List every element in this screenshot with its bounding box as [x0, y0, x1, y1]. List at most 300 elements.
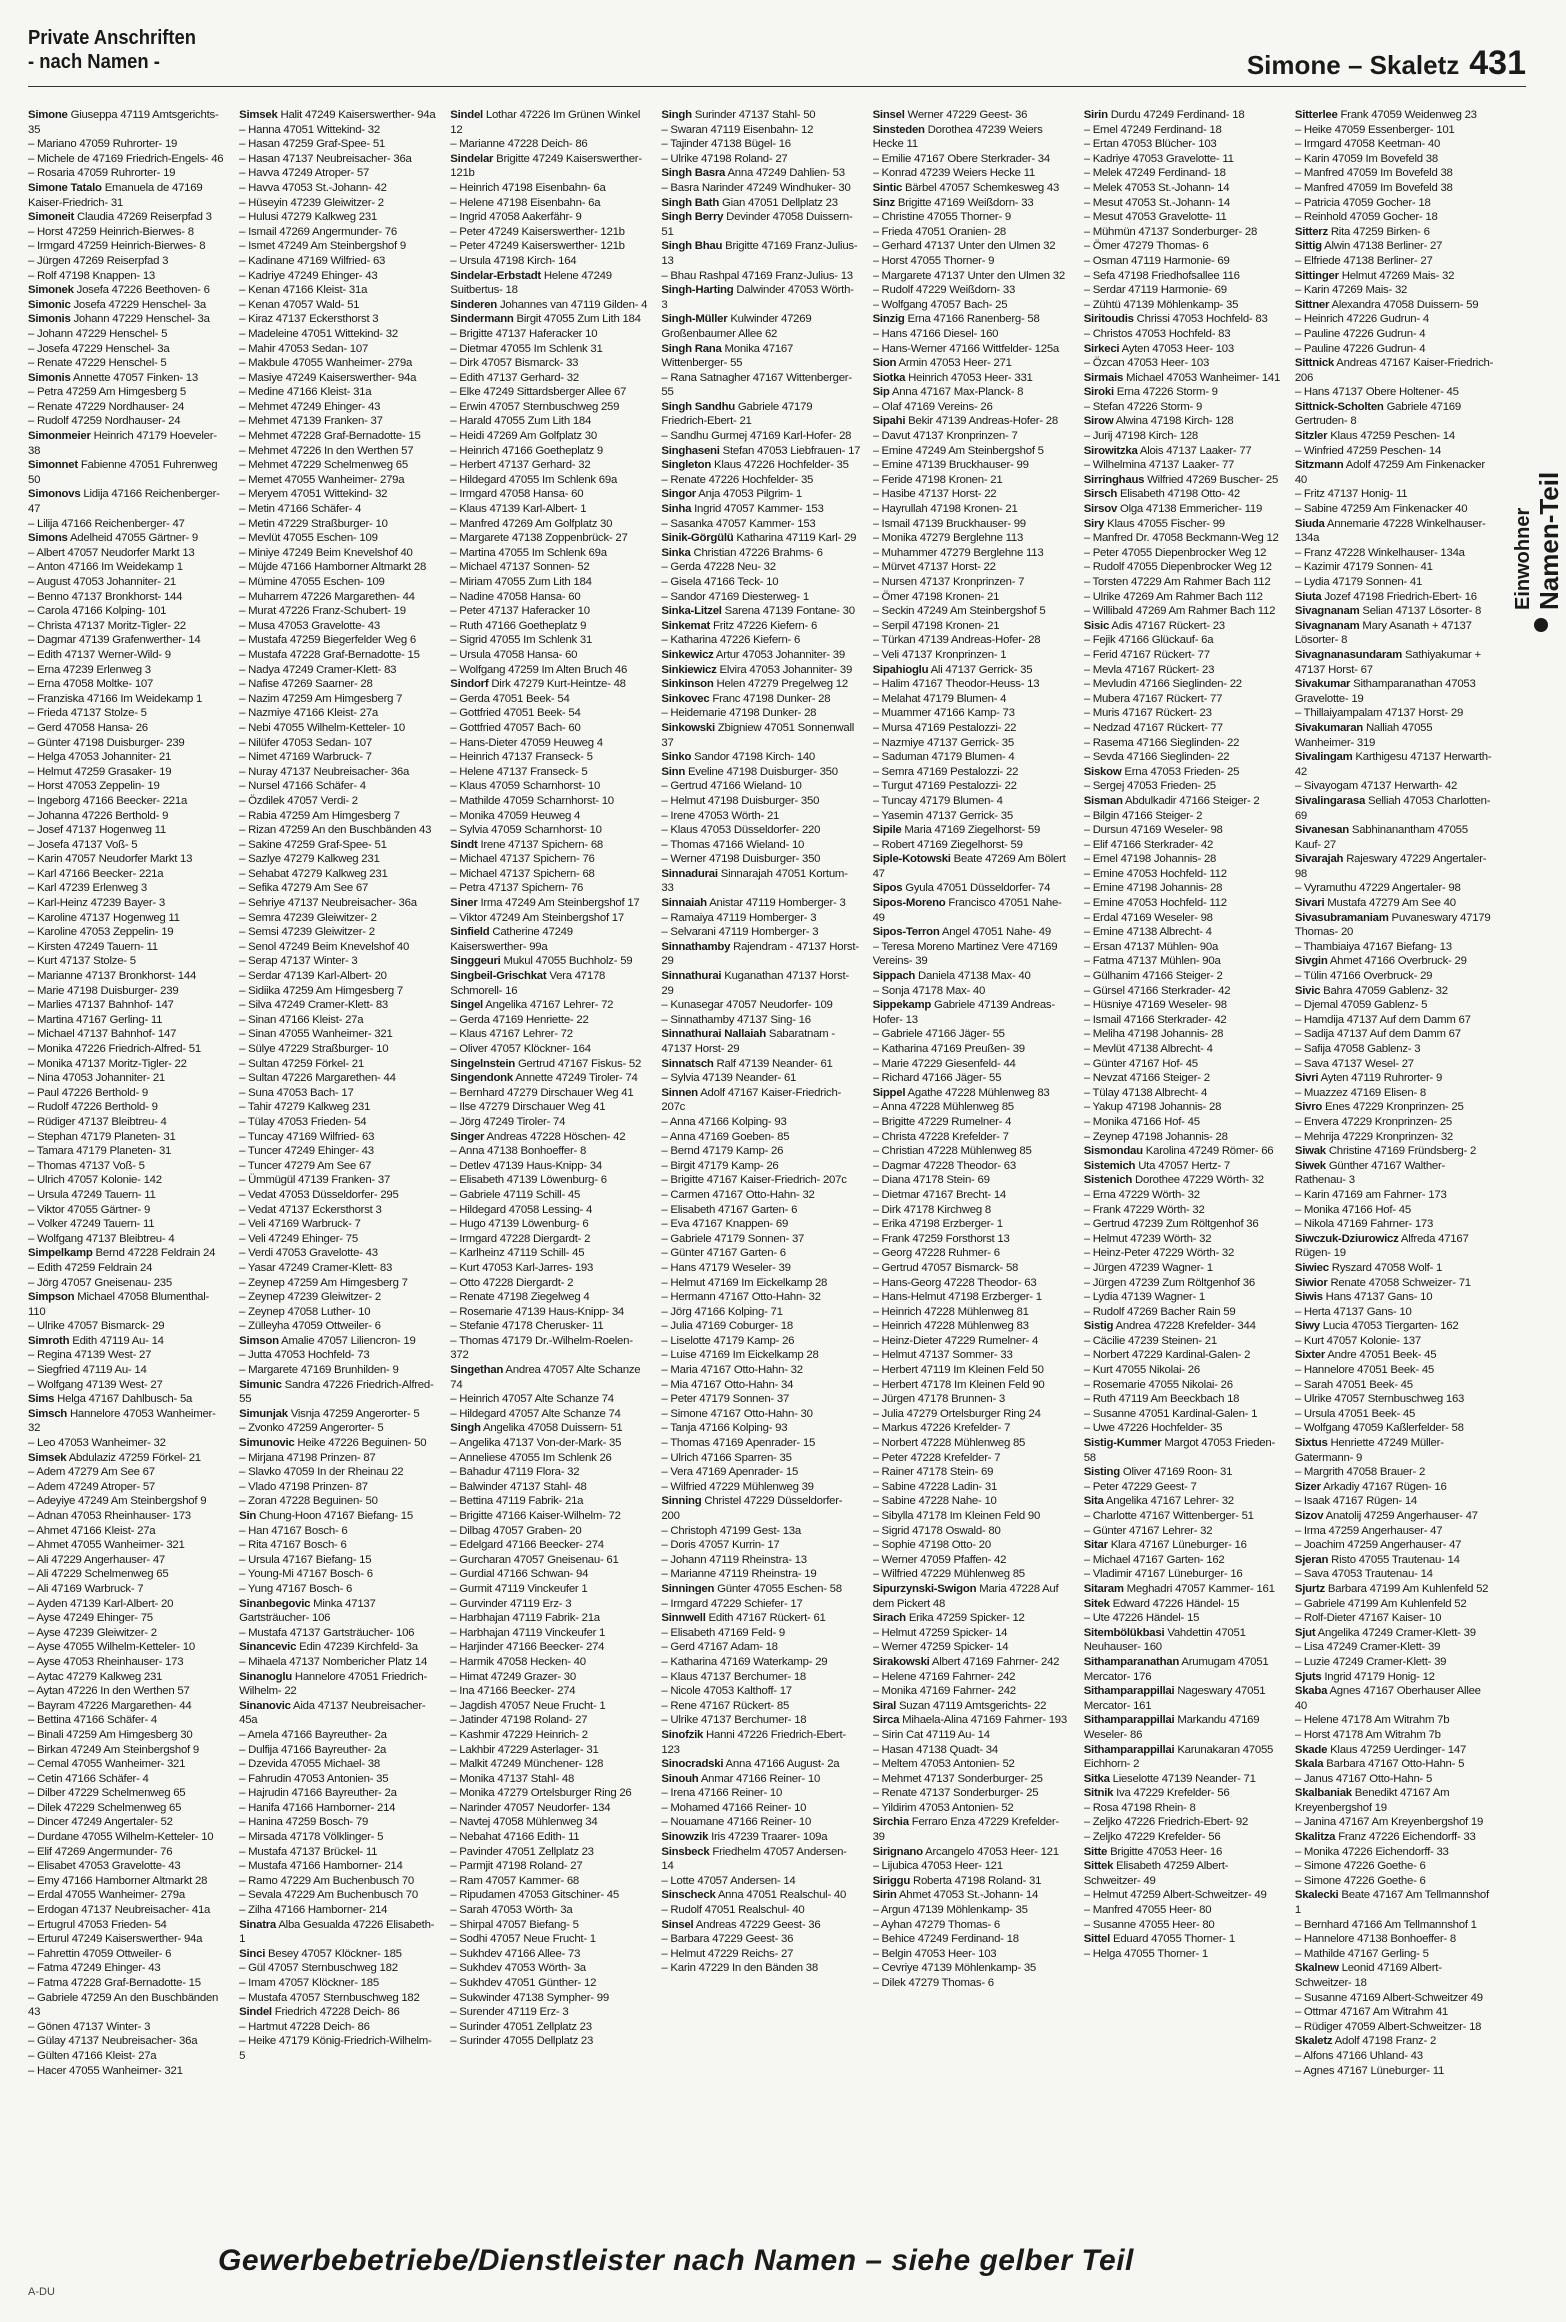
entry-details: – Özdilek 47057 Verdi- 2 [239, 794, 358, 807]
entry-details: – Pauline 47226 Gudrun- 4 [1294, 327, 1426, 340]
listing-entry [1295, 1918, 1494, 1933]
entry-details: – Nazmiye 47137 Gerrick- 35 [872, 736, 1014, 749]
listing-entry [450, 648, 649, 663]
surname: Sindel [239, 2006, 272, 2019]
entry-details: – Ayhan 47279 Thomas- 6 [872, 1918, 1001, 1931]
entry-details: – Gottfried 47057 Bach- 60 [450, 721, 581, 734]
entry-details: – Muris 47167 Rückert- 23 [1083, 707, 1212, 720]
listing-entry [873, 1699, 1072, 1714]
surname: Simonnet [28, 459, 78, 472]
surname: Sizer [1294, 1480, 1321, 1493]
entry-details: – Petra 47137 Spichern- 76 [450, 882, 584, 895]
entry-details: – Brigitte 47167 Kaiser-Friedrich- 207c [661, 1174, 847, 1187]
listing-entry [1295, 1815, 1494, 1830]
surname: Singh-Müller [661, 313, 728, 326]
surname: Sisman [1083, 794, 1123, 807]
entry-details: – Susanne 47051 Kardinal-Galen- 1 [1083, 1407, 1258, 1420]
entry-details: – Klaus 47139 Karl-Albert- 1 [450, 503, 587, 516]
bullet-icon [1534, 618, 1548, 632]
entry-details: – Emine 47053 Hochfeld- 112 [1083, 897, 1227, 910]
listing-entry [873, 765, 1072, 780]
entry-details: – Christos 47053 Hochfeld- 83 [1083, 327, 1231, 340]
entry-details: – Hans 47166 Diesel- 160 [872, 327, 999, 340]
listing-entry [873, 1363, 1072, 1378]
entry-details: – Christoph 47199 Gest- 13a [661, 1524, 801, 1537]
entry-details: – Mustafa 47137 Brückel- 11 [239, 1845, 378, 1858]
entry-details: – Harbhajan 47119 Vinckeufer 1 [450, 1626, 606, 1639]
entry-details: – Argun 47139 Möhlenkamp- 35 [872, 1904, 1028, 1917]
entry-details: – Mustafa 47166 Hamborner- 214 [239, 1860, 403, 1873]
listing-entry [661, 1728, 860, 1757]
entry-details: – Ahmet 47166 Kleist- 27a [28, 1524, 156, 1537]
entry-details: Helga 47167 Dahlbusch- 5a [57, 1393, 193, 1406]
entry-details: – Monika 47169 Fahrner- 242 [872, 1685, 1016, 1698]
listing-entry [450, 1991, 649, 2006]
entry-details: – Lisa 47249 Cramer-Klett- 39 [1294, 1641, 1441, 1654]
listing-entry [450, 1772, 649, 1787]
surname: Sistenich [1083, 1174, 1133, 1187]
entry-details: Agnes 47167 Oberhauser Allee 40 [1294, 1685, 1481, 1712]
entry-details: – Rainer 47178 Stein- 69 [872, 1466, 994, 1479]
entry-details: – Sinnathamby 47137 Sing- 16 [661, 1013, 811, 1026]
listing-entry [1084, 1815, 1283, 1830]
listing-entry [239, 1246, 438, 1261]
listing-entry [450, 1567, 649, 1582]
listing-entry [661, 1232, 860, 1247]
entry-details: – Heinrich 47228 Mühlenweg 83 [872, 1320, 1029, 1333]
listing-entry [873, 1932, 1072, 1947]
listing-entry [661, 925, 860, 940]
surname: Sirow [1083, 415, 1114, 428]
surname: Sivakumaran [1294, 721, 1364, 734]
entry-details: Ali 47137 Gerrick- 35 [930, 663, 1033, 676]
section-title-line2: - nach Namen - [28, 51, 160, 73]
entry-details: – Birkan 47249 Am Steinbergshof 9 [28, 1743, 199, 1756]
entry-details: – Helmut 47169 Im Eickelkamp 28 [661, 1276, 828, 1289]
entry-details: Sabhinanantham 47055 Kauf- 27 [1294, 824, 1468, 851]
surname: Sinnen [661, 1086, 698, 1099]
entry-details: – Ilse 47279 Dirschauer Weg 41 [450, 1101, 606, 1114]
surname: Sitaram [1083, 1582, 1124, 1595]
entry-details: Abdulkadir 47166 Steiger- 2 [1125, 794, 1260, 807]
entry-details: – Reinhold 47059 Gocher- 18 [1294, 211, 1438, 224]
entry-details: – Nafise 47269 Saarner- 28 [239, 678, 373, 691]
entry-details: – Klaus 47059 Scharnhorst- 10 [450, 780, 601, 793]
listing-entry [450, 575, 649, 590]
entry-details: – Elif 47166 Sterkrader- 42 [1083, 838, 1214, 851]
listing-entry [661, 1057, 860, 1072]
entry-details: – Kiraz 47137 Eckersthorst 3 [239, 313, 379, 326]
entry-details: – Albert 47057 Neudorfer Markt 13 [28, 546, 195, 559]
listing-entry [450, 1713, 649, 1728]
listing-entry [873, 1071, 1072, 1086]
surname: Sivanesan [1294, 824, 1349, 837]
listing-entry [1084, 1173, 1283, 1188]
entry-details: Devinder 47058 Duissern- 51 [661, 211, 853, 238]
entry-details: Christine 47169 Fründsberg- 2 [1328, 1145, 1477, 1158]
listing-entry [239, 1509, 438, 1524]
entry-details: – Franz 47228 Winkelhauser- 134a [1294, 546, 1465, 559]
listing-entry [873, 487, 1072, 502]
entry-details: Helen 47279 Pregelweg 12 [716, 678, 848, 691]
entry-details: – Alfons 47166 Uhland- 43 [1294, 2049, 1423, 2062]
listing-entry [28, 867, 227, 882]
entry-details: – Thomas 47179 Dr.-Wilhelm-Roelen- 372 [450, 1334, 633, 1362]
listing-entry [1084, 517, 1283, 532]
listing-entry [661, 706, 860, 721]
listing-entry [28, 517, 227, 532]
entry-details: – Sazlye 47279 Kalkweg 231 [239, 853, 380, 866]
footer-code: A-DU [28, 2286, 55, 2298]
entry-details: – Jürgen 47269 Reiserpfad 3 [28, 254, 169, 267]
listing-entry [450, 1115, 649, 1130]
listing-entry [1295, 1830, 1494, 1845]
listing-entry [1295, 2034, 1494, 2049]
surname: Sippekamp [872, 999, 932, 1012]
entry-details: – Sukwinder 47138 Sympher- 99 [450, 1991, 609, 2004]
listing-entry [239, 210, 438, 225]
entry-details: – Kunasegar 47057 Neudorfer- 109 [661, 999, 833, 1012]
entry-details: – Renate 47198 Ziegelweg 4 [450, 1291, 590, 1304]
entry-details: – Michael 47167 Garten- 162 [1083, 1553, 1225, 1566]
surname: Siritoudis [1083, 313, 1134, 326]
entry-details: – Franziska 47166 Im Weidekamp 1 [28, 692, 203, 705]
entry-details: – Rudolf 47269 Bacher Rain 59 [1083, 1305, 1236, 1318]
listing-entry [1295, 269, 1494, 284]
listing-entry [873, 1407, 1072, 1422]
entry-details: – Halim 47167 Theodor-Heuss- 13 [872, 678, 1040, 691]
surname: Simoneit [28, 211, 75, 224]
listing-entry [873, 633, 1072, 648]
surname: Sinkemat [661, 619, 711, 632]
listing-entry [1084, 269, 1283, 284]
entry-details: – Fahrudin 47053 Antonien- 35 [239, 1772, 389, 1785]
entry-details: – Ursula 47249 Tauern- 11 [28, 1188, 156, 1201]
listing-entry [450, 1013, 649, 1028]
listing-entry [873, 1188, 1072, 1203]
listing-entry [239, 692, 438, 707]
listing-entry [1084, 414, 1283, 429]
listing-entry [661, 677, 860, 692]
listing-entry [239, 1348, 438, 1363]
listing-entry [1084, 1888, 1283, 1903]
listing-entry [661, 1217, 860, 1232]
listing-entry [239, 1144, 438, 1159]
listing-entry [661, 1392, 860, 1407]
entry-details: – Ursula 47058 Hansa- 60 [450, 648, 578, 661]
entry-details: – Envera 47229 Kronprinzen- 25 [1294, 1115, 1452, 1128]
listing-entry [1084, 823, 1283, 838]
listing-entry [661, 137, 860, 152]
entry-details: – Johanna 47226 Berthold- 9 [28, 809, 169, 822]
listing-entry [1084, 1494, 1283, 1509]
entry-details: – Marie 47198 Duisburger- 239 [28, 984, 179, 997]
entry-details: – Dulfija 47166 Bayreuther- 2a [239, 1743, 387, 1756]
entry-details: – Heinrich 47166 Goetheplatz 9 [450, 444, 603, 457]
entry-details: – Zilha 47166 Hamborner- 214 [239, 1904, 388, 1917]
listing-entry [239, 984, 438, 999]
entry-details: – Helmut 47259 Grasaker- 19 [28, 765, 172, 778]
listing-entry [450, 633, 649, 648]
entry-details: Helmut 47269 Mais- 32 [1341, 269, 1455, 282]
listing-entry [450, 1421, 649, 1436]
listing-entry [450, 239, 649, 254]
listing-entry [28, 342, 227, 357]
entry-details: – Nadya 47249 Cramer-Klett- 83 [239, 663, 397, 676]
listing-entry [873, 1888, 1072, 1903]
entry-details: Agathe 47228 Mühlenweg 83 [907, 1086, 1050, 1099]
surname: Sittel [1083, 1933, 1111, 1946]
entry-details: – Sabine 47259 Am Finkenacker 40 [1294, 503, 1468, 516]
entry-details: – Serdar 47139 Karl-Albert- 20 [239, 970, 387, 983]
entry-details: – Agnes 47167 Lüneburger- 11 [1294, 2064, 1445, 2077]
entry-details: – Mihaela 47137 Nombericher Platz 14 [239, 1655, 428, 1668]
side-tab-line1: Einwohner [1512, 507, 1534, 610]
entry-details: Armin 47053 Heer- 271 [898, 357, 1012, 370]
listing-entry [661, 517, 860, 532]
listing-entry [28, 283, 227, 298]
listing-entry [873, 254, 1072, 269]
entry-details: – Ramaiya 47119 Homberger- 3 [661, 911, 817, 924]
entry-details: – Joachim 47259 Angerhauser- 47 [1294, 1539, 1462, 1552]
surname: Sinning [661, 1495, 702, 1508]
entry-details: Sinnarajah 47051 Kortum- 33 [661, 867, 848, 895]
entry-details: – Dilbag 47057 Graben- 20 [450, 1524, 582, 1537]
entry-details: – Janina 47167 Am Kreyenbergshof 19 [1294, 1816, 1484, 1829]
listing-entry [1295, 385, 1494, 400]
listing-entry [450, 1626, 649, 1641]
entry-details: Gabriele 47179 Friedrich-Ebert- 21 [661, 400, 813, 428]
listing-entry [239, 1582, 438, 1597]
entry-details: – Balwinder 47137 Stahl- 48 [450, 1480, 587, 1493]
listing-entry [661, 1874, 860, 1889]
surname: Siwy [1294, 1320, 1320, 1333]
surname: Sivalingam [1294, 751, 1353, 764]
listing-entry [28, 137, 227, 152]
entry-details: – Bhau Rashpal 47169 Franz-Julius- 13 [661, 269, 853, 282]
listing-entry [450, 400, 649, 415]
entry-details: – Feride 47198 Kronen- 21 [872, 473, 1003, 486]
listing-entry [661, 838, 860, 853]
listing-entry [1295, 1232, 1494, 1261]
entry-details: Chung-Hoon 47167 Biefang- 15 [259, 1510, 413, 1522]
surname: Sirringhaus [1083, 473, 1145, 486]
listing-entry [1295, 1071, 1494, 1086]
listing-entry [28, 414, 227, 429]
surname: Sivasubramaniam [1294, 911, 1389, 924]
entry-details: – Davut 47137 Kronprinzen- 7 [872, 430, 1018, 443]
listing-entry [1084, 1597, 1283, 1612]
entry-details: – Djemal 47059 Gablenz- 5 [1294, 999, 1428, 1012]
surname: Siotka [872, 371, 906, 384]
entry-details: – Heidemarie 47198 Dunker- 28 [661, 707, 817, 720]
listing-entry [450, 444, 649, 459]
surname: Sinnathamby [661, 940, 731, 953]
entry-details: – Tülay 47138 Albrecht- 4 [1083, 1086, 1208, 1099]
surname: Sipos-Moreno [872, 897, 946, 910]
entry-details: Josefa 47229 Henschel- 3a [73, 298, 206, 311]
entry-details: – Ingrid 47058 Aakerfähr- 9 [450, 211, 582, 224]
entry-details: – Frieda 47137 Stolze- 5 [28, 707, 147, 720]
surname: Simonmeier [28, 430, 91, 443]
listing-entry [1295, 1261, 1494, 1276]
entry-details: Franc 47198 Dunker- 28 [712, 692, 831, 705]
listing-entry [661, 181, 860, 196]
listing-entry [239, 823, 438, 838]
listing-entry [28, 1655, 227, 1670]
entry-details: Anna 47166 August- 2a [725, 1758, 840, 1771]
listing-entry [661, 1567, 860, 1582]
surname: Skade [1294, 1743, 1328, 1756]
entry-details: Zbigniew 47051 Sonnenwall 37 [661, 721, 855, 749]
listing-entry [450, 1071, 649, 1086]
entry-details: – Manfred 47059 Im Bovefeld 38 [1294, 167, 1453, 180]
listing-entry [1295, 1130, 1494, 1145]
listing-entry [661, 1597, 860, 1612]
listing-entry [28, 210, 227, 225]
listing-entry [28, 1670, 227, 1685]
listing-entry [1084, 283, 1283, 298]
entry-details: – Herbert 47119 Im Kleinen Feld 50 [872, 1364, 1044, 1377]
listing-entry [873, 458, 1072, 473]
entry-details: – Tuncer 47279 Am See 67 [239, 1159, 372, 1172]
entry-details: – Narinder 47057 Neudorfer- 134 [450, 1801, 611, 1814]
entry-details: – Bayram 47226 Margarethen- 44 [28, 1699, 192, 1712]
listing-entry [450, 1261, 649, 1276]
listing-entry [1295, 2005, 1494, 2020]
entry-details: Andreas 47229 Geest- 36 [695, 1918, 821, 1931]
entry-details: – Pavinder 47051 Zellplatz 23 [450, 1845, 594, 1858]
listing-entry [1084, 1348, 1283, 1363]
entry-details: – Michael 47137 Spichern- 76 [450, 853, 595, 866]
entry-details: – Frank 47259 Forsthorst 13 [872, 1232, 1010, 1245]
entry-details: – Monika 47166 Hof- 45 [1083, 1115, 1200, 1128]
entry-details: – Gertrud 47166 Wieland- 10 [661, 780, 802, 793]
entry-details: – Susanne 47169 Albert-Schweitzer 49 [1294, 1991, 1483, 2004]
entry-details: – Renate 47229 Henschel- 5 [28, 357, 167, 370]
listing-entry [450, 998, 649, 1013]
entry-details: – Nicole 47053 Kalthoff- 17 [661, 1685, 792, 1698]
listing-entry [450, 473, 649, 488]
listing-entry [239, 1188, 438, 1203]
listing-entry [28, 152, 227, 167]
listing-entry [1084, 371, 1283, 386]
entry-details: – Mesut 47053 Gravelotte- 11 [1083, 211, 1227, 224]
surname: Sivarajah [1294, 853, 1344, 866]
entry-details: – Dilek 47279 Thomas- 6 [872, 1977, 994, 1989]
entry-details: – Otto 47228 Diergardt- 2 [450, 1276, 574, 1289]
listing-entry [450, 1874, 649, 1889]
entry-details: – Konrad 47239 Weiers Hecke 11 [872, 167, 1035, 180]
entry-details: – Nebi 47055 Wilhelm-Ketteler- 10 [239, 721, 405, 734]
listing-entry [450, 604, 649, 619]
listing-entry [450, 881, 649, 896]
entry-details: – Emine 47138 Albrecht- 4 [1083, 926, 1212, 939]
entry-details: Oliver 47169 Roon- 31 [1122, 1466, 1233, 1479]
listing-entry [873, 663, 1072, 678]
surname: Simonis [28, 371, 71, 384]
entry-details: – Heinrich 47057 Alte Schanze 74 [450, 1393, 614, 1406]
entry-details: Gian 47051 Dellplatz 23 [721, 196, 838, 209]
entry-details: – Ismail 47269 Angermunder- 76 [239, 225, 397, 238]
surname: Skalitza [1294, 1831, 1336, 1844]
listing-entry [873, 1494, 1072, 1509]
surname: Siwczuk-Dziurowicz [1294, 1232, 1399, 1245]
listing-entry [28, 1071, 227, 1086]
entry-details: Gertrud 47167 Fiskus- 52 [517, 1057, 642, 1070]
surname: Sirin [872, 1889, 897, 1902]
listing-column-7 [1295, 108, 1494, 2228]
entry-details: – Hanina 47259 Bosch- 79 [239, 1816, 369, 1829]
entry-details: – Marie 47229 Giesenfeld- 44 [872, 1057, 1016, 1070]
entry-details: – Ulrich 47166 Sparren- 35 [661, 1451, 792, 1464]
entry-details: – Gertrud 47239 Zum Röltgenhof 36 [1083, 1218, 1259, 1231]
listing-entry [239, 1057, 438, 1072]
listing-entry [28, 1465, 227, 1480]
entry-details: – Metin 47229 Straßburger- 10 [239, 517, 388, 530]
entry-details: – Heidi 47269 Am Golfplatz 30 [450, 430, 597, 443]
entry-details: – Rabia 47259 Am Himgesberg 7 [239, 809, 400, 822]
entry-details: Mustafa 47279 Am See 40 [1327, 897, 1456, 910]
entry-details: – Elisabet 47053 Gravelotte- 43 [28, 1860, 181, 1873]
listing-entry [1084, 1772, 1283, 1787]
listing-entry [450, 809, 649, 824]
entry-details: Adolf 47198 Franz- 2 [1334, 2035, 1437, 2048]
entry-details: – Elke 47249 Sittardsberger Allee 67 [450, 386, 627, 399]
listing-entry [873, 1553, 1072, 1568]
entry-details: – Parmjit 47198 Roland- 27 [450, 1860, 583, 1873]
listing-entry [450, 1538, 649, 1553]
entry-details: – Sukhdev 47053 Wörth- 3a [450, 1962, 586, 1975]
listing-entry [1295, 1436, 1494, 1465]
listing-entry [28, 1640, 227, 1655]
listing-entry [1295, 108, 1494, 123]
listing-entry [873, 444, 1072, 459]
surname: Sirakowski [872, 1655, 930, 1668]
listing-entry [873, 736, 1072, 751]
listing-entry [28, 1947, 227, 1962]
entry-details: – Christine 47055 Thorner- 9 [872, 211, 1011, 224]
listing-entry [1295, 998, 1494, 1013]
entry-details: – Yakup 47198 Johannis- 28 [1083, 1101, 1222, 1114]
entry-details: Elisabeth 47259 Albert-Schweitzer- 49 [1083, 1860, 1229, 1887]
listing-entry [661, 1947, 860, 1962]
listing-entry [873, 1757, 1072, 1772]
listing-entry [239, 1421, 438, 1436]
listing-entry [661, 1640, 860, 1655]
entry-details: – Erna 47058 Moltke- 107 [28, 678, 154, 691]
entry-details: Besey 47057 Klöckner- 185 [268, 1947, 402, 1960]
entry-details: Daniela 47138 Max- 40 [918, 970, 1031, 983]
listing-entry [450, 356, 649, 371]
entry-details: – Mia 47167 Otto-Hahn- 34 [661, 1378, 794, 1391]
entry-details: Maria 47228 Auf dem Pickert 48 [872, 1582, 1059, 1610]
surname: Siskow [1083, 765, 1122, 778]
listing-entry [28, 1494, 227, 1509]
listing-entry [1084, 1553, 1283, 1568]
entry-details: Alexandra 47058 Duissern- 59 [1331, 298, 1479, 311]
listing-entry [28, 1903, 227, 1918]
entry-details: – Thomas 47166 Wieland- 10 [661, 838, 805, 851]
entry-details: – Jatinder 47198 Roland- 27 [450, 1714, 588, 1727]
entry-details: – Michael 47137 Bahnhof- 147 [28, 1028, 177, 1041]
surname: Sippel [872, 1086, 906, 1099]
listing-entry [28, 356, 227, 371]
listing-entry [28, 298, 227, 313]
entry-details: – Müjde 47166 Hamborner Altmarkt 28 [239, 561, 427, 574]
entry-details: – Sodhi 47057 Neue Frucht- 1 [450, 1933, 596, 1946]
entry-details: – Yildirim 47053 Antonien- 52 [872, 1801, 1014, 1814]
